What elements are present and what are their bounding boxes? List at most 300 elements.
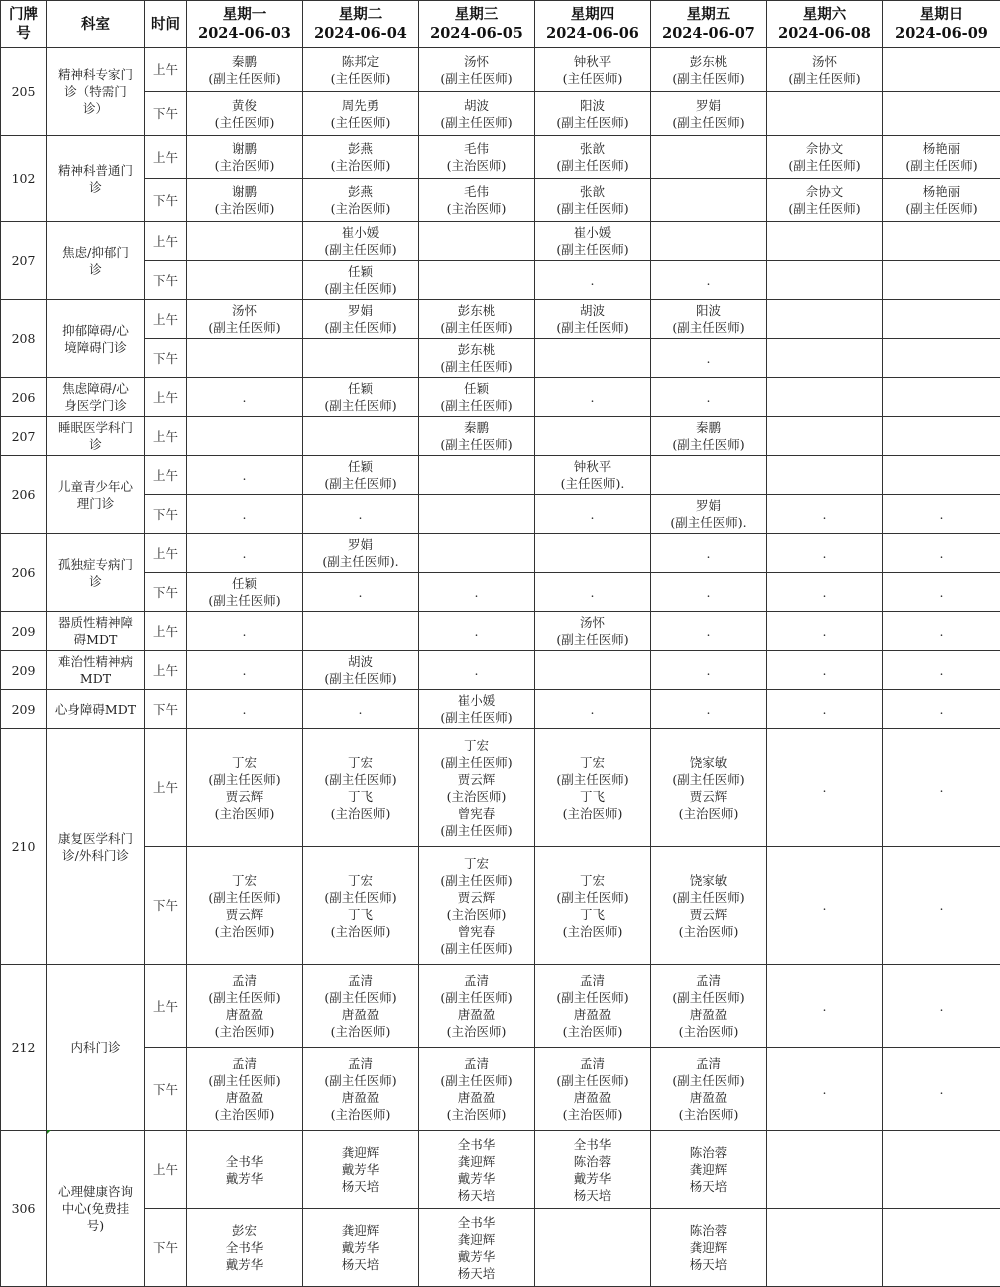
doctor-entry-line: . (358, 584, 363, 600)
department-name-line: 心身障碍MDT (54, 701, 137, 717)
schedule-cell (767, 92, 883, 136)
doctor-entry-line: 任颖 (463, 381, 489, 396)
schedule-cell (651, 1048, 767, 1131)
time-period: 上午 (145, 417, 187, 456)
doctor-entry-line: 唐盈盈 (689, 1007, 728, 1022)
doctor-entry-line: 秦鹏 (695, 420, 721, 435)
schedule-cell (419, 339, 535, 378)
doctor-entry-line: (副主任医师) (208, 70, 281, 86)
room-number: 102 (1, 136, 47, 222)
schedule-cell (303, 300, 419, 339)
department-name-line: 精神科专家门 (57, 67, 133, 82)
department-name-line: 诊（特需门 (64, 84, 127, 99)
doctor-entry-line: 秦鹏 (231, 53, 257, 69)
time-period: 下午 (145, 573, 187, 612)
room-number: 209 (1, 612, 47, 651)
doctor-entry-line: 钟秋平 (573, 53, 612, 69)
room-number: 209 (1, 690, 47, 729)
schedule-cell (767, 222, 883, 261)
doctor-entry-line: 丁宏 (347, 754, 373, 770)
doctor-entry-line: (主治医师) (330, 201, 391, 216)
department-name-line: 难治性精神病 (57, 654, 133, 669)
doctor-entry-line: 黄俊 (231, 97, 257, 113)
doctor-entry-line: (主治医师) (446, 1107, 507, 1122)
schedule-cell (535, 48, 651, 92)
schedule-cell (535, 1209, 651, 1287)
doctor-entry-line: . (822, 1081, 827, 1097)
time-period: 上午 (145, 534, 187, 573)
weekday-label: 星期四 (570, 6, 615, 23)
doctor-entry-line: 胡波 (579, 303, 605, 318)
schedule-cell (419, 179, 535, 222)
doctor-entry-line: 汤怀 (463, 53, 489, 69)
doctor-entry-line: . (474, 662, 479, 678)
schedule-cell (303, 1209, 419, 1287)
department-name-line: 诊 (89, 261, 102, 277)
schedule-cell (651, 729, 767, 847)
schedule-cell (187, 378, 303, 417)
doctor-entry-line: 钟秋平 (573, 459, 612, 474)
schedule-cell (419, 1048, 535, 1131)
doctor-entry-line: (副主任医师) (440, 754, 513, 770)
doctor-entry-line: 彭燕 (347, 184, 373, 199)
doctor-entry-line: 丁宏 (347, 872, 373, 888)
doctor-entry-line: (副主任医师) (905, 158, 978, 173)
doctor-entry-line: 全书华 (225, 1240, 264, 1255)
doctor-entry-line: 龚迎辉 (341, 1145, 380, 1160)
doctor-entry-line: (副主任医师) (556, 320, 629, 335)
schedule-body (1, 48, 1000, 1287)
doctor-entry-line: (副主任医师) (324, 771, 397, 787)
doctor-entry-line: . (590, 389, 595, 405)
schedule-cell (651, 534, 767, 573)
department-name-line: 诊） (82, 101, 108, 116)
doctor-entry-line: . (474, 584, 479, 600)
doctor-entry-line: (主治医师) (446, 906, 507, 922)
schedule-cell (535, 1048, 651, 1131)
doctor-entry-line: (副主任医师) (672, 114, 745, 130)
schedule-cell (883, 261, 1000, 300)
doctor-entry-line: 孟清 (463, 1056, 489, 1071)
doctor-entry-line: 孟清 (347, 973, 373, 988)
department-name-line: 儿童青少年心 (57, 478, 133, 494)
schedule-cell (651, 1131, 767, 1209)
doctor-entry-line: 彭燕 (347, 141, 373, 156)
doctor-entry-line: 佘协文 (805, 141, 844, 156)
day-header (883, 1, 1000, 48)
schedule-cell (651, 222, 767, 261)
schedule-cell (303, 495, 419, 534)
schedule-cell (767, 300, 883, 339)
room-number: 207 (1, 417, 47, 456)
doctor-entry-line: (主治医师) (562, 1024, 623, 1039)
doctor-entry-line: . (590, 272, 595, 288)
doctor-entry-line: 丁飞 (579, 906, 605, 922)
schedule-row (1, 261, 1000, 300)
weekday-label: 星期日 (919, 6, 964, 23)
schedule-cell (883, 222, 1000, 261)
doctor-entry-line: (副主任医师) (440, 822, 513, 838)
doctor-entry-line: 任颖 (347, 381, 373, 396)
date-label: 2024-06-05 (430, 25, 523, 42)
time-period: 下午 (145, 92, 187, 136)
doctor-entry-line: 丁宏 (579, 754, 605, 770)
schedule-cell (767, 339, 883, 378)
department-name-line: 睡眠医学科门 (57, 420, 133, 435)
doctor-entry-line: 孟清 (695, 1056, 721, 1071)
doctor-entry-line: . (590, 506, 595, 522)
doctor-entry-line: 孟清 (231, 973, 257, 988)
schedule-cell (651, 339, 767, 378)
doctor-entry-line: 汤怀 (579, 615, 605, 630)
doctor-entry-line: (主治医师) (562, 1107, 623, 1122)
schedule-cell (651, 136, 767, 179)
schedule-cell (187, 651, 303, 690)
schedule-cell (419, 612, 535, 651)
schedule-cell (883, 690, 1000, 729)
schedule-row (1, 179, 1000, 222)
doctor-entry-line: 崔小媛 (457, 693, 496, 708)
department-name-line: 诊 (89, 437, 102, 452)
doctor-entry-line: 戴芳华 (457, 1170, 496, 1186)
schedule-cell (883, 339, 1000, 378)
doctor-entry-line: 彭东桃 (457, 342, 496, 357)
schedule-cell (767, 48, 883, 92)
schedule-cell (651, 690, 767, 729)
doctor-entry-line: (副主任医师) (208, 593, 281, 608)
doctor-entry-line: 罗娟 (695, 498, 721, 513)
schedule-row (1, 729, 1000, 847)
schedule-cell (767, 729, 883, 847)
schedule-cell (419, 729, 535, 847)
doctor-entry-line: . (242, 467, 247, 483)
schedule-cell (303, 651, 419, 690)
doctor-entry-line: 杨天培 (341, 1179, 380, 1194)
schedule-cell (767, 651, 883, 690)
doctor-entry-line: 罗娟 (347, 303, 373, 318)
doctor-entry-line: . (358, 506, 363, 522)
day-header (535, 1, 651, 48)
time-period: 上午 (145, 378, 187, 417)
schedule-cell (303, 92, 419, 136)
schedule-cell (767, 573, 883, 612)
department-name-line: 康复医学科门 (57, 830, 133, 846)
schedule-cell (651, 417, 767, 456)
doctor-entry-line: 孟清 (695, 973, 721, 988)
doctor-entry-line: 唐盈盈 (573, 1090, 612, 1105)
doctor-entry-line: 戴芳华 (573, 1170, 612, 1186)
date-label: 2024-06-03 (198, 25, 291, 42)
schedule-cell (883, 495, 1000, 534)
schedule-cell (419, 573, 535, 612)
schedule-cell (767, 690, 883, 729)
room-number: 306 (1, 1131, 47, 1287)
department-name (47, 417, 145, 456)
schedule-cell (535, 690, 651, 729)
doctor-entry-line: (主治医师) (678, 805, 739, 821)
doctor-entry-line: 戴芳华 (341, 1240, 380, 1255)
doctor-entry-line: . (939, 701, 944, 717)
schedule-cell (535, 612, 651, 651)
department-name-line: 抑郁障碍/心 (62, 322, 129, 338)
schedule-cell (651, 300, 767, 339)
schedule-cell (303, 847, 419, 965)
schedule-row (1, 417, 1000, 456)
room-number: 206 (1, 378, 47, 417)
doctor-entry-line: 崔小媛 (573, 225, 612, 240)
doctor-entry-line: (副主任医师) (324, 671, 397, 686)
doctor-entry-line: (主治医师) (214, 1024, 275, 1039)
doctor-entry-line: (副主任医师) (324, 281, 397, 296)
schedule-cell (651, 1209, 767, 1287)
doctor-entry-line: (副主任医师) (556, 990, 629, 1005)
doctor-entry-line: 曾宪春 (457, 923, 496, 939)
department-name-line: 诊/外科门诊 (62, 847, 129, 863)
doctor-entry-line: (副主任医师) (440, 990, 513, 1005)
doctor-entry-line: (副主任医师) (556, 242, 629, 257)
schedule-cell (419, 300, 535, 339)
schedule-cell (187, 339, 303, 378)
schedule-cell (651, 965, 767, 1048)
doctor-entry-line: 唐盈盈 (573, 1007, 612, 1022)
schedule-cell (883, 534, 1000, 573)
doctor-entry-line: 贾云辉 (689, 906, 728, 922)
schedule-cell (187, 179, 303, 222)
doctor-entry-line: (主治医师) (214, 805, 275, 821)
doctor-entry-line: (副主任医师) (672, 889, 745, 905)
doctor-entry-line: (副主任医师) (556, 158, 629, 173)
department-name-line: 中心(免费挂 (61, 1201, 130, 1216)
schedule-cell (651, 573, 767, 612)
doctor-entry-line: 贾云辉 (225, 906, 264, 922)
schedule-cell (535, 1131, 651, 1209)
schedule-cell (535, 417, 651, 456)
time-period: 下午 (145, 690, 187, 729)
room-number: 205 (1, 48, 47, 136)
doctor-entry-line: . (706, 701, 711, 717)
day-header (419, 1, 535, 48)
department-name-line: 诊 (89, 573, 102, 589)
schedule-cell (883, 1048, 1000, 1131)
schedule-cell (187, 1209, 303, 1287)
schedule-cell (535, 573, 651, 612)
doctor-entry-line: (副主任医师) (788, 201, 861, 216)
schedule-row (1, 1131, 1000, 1209)
doctor-entry-line: (副主任医师) (324, 320, 397, 335)
schedule-row (1, 300, 1000, 339)
schedule-cell (419, 48, 535, 92)
doctor-entry-line: (主治医师) (330, 1107, 391, 1122)
schedule-cell (303, 612, 419, 651)
schedule-cell (535, 300, 651, 339)
schedule-cell (767, 456, 883, 495)
schedule-cell (303, 456, 419, 495)
schedule-row (1, 534, 1000, 573)
department-name (47, 300, 145, 378)
schedule-cell (187, 300, 303, 339)
schedule-row (1, 690, 1000, 729)
doctor-entry-line: 阳波 (579, 97, 605, 113)
schedule-cell (303, 965, 419, 1048)
doctor-entry-line: 丁宏 (231, 754, 257, 770)
doctor-entry-line: 全书华 (457, 1214, 496, 1230)
doctor-entry-line: 杨天培 (573, 1187, 612, 1203)
doctor-entry-line: 戴芳华 (225, 1170, 264, 1186)
date-label: 2024-06-06 (546, 25, 639, 42)
room-number: 210 (1, 729, 47, 965)
department-name-line: 境障碍门诊 (64, 339, 127, 355)
doctor-entry-line: . (242, 701, 247, 717)
doctor-entry-line: 毛伟 (463, 141, 489, 156)
schedule-cell (535, 534, 651, 573)
schedule-cell (767, 847, 883, 965)
doctor-entry-line: (副主任医师) (208, 771, 281, 787)
department-name-line: 诊 (89, 179, 102, 195)
doctor-entry-line: 饶家敏 (689, 754, 728, 770)
doctor-entry-line: (副主任医师) (672, 320, 745, 335)
schedule-cell (535, 261, 651, 300)
doctor-entry-line: (副主任医师) (440, 359, 513, 374)
doctor-entry-line: (副主任医师) (672, 1073, 745, 1088)
doctor-entry-line: (副主任医师) (208, 320, 281, 335)
doctor-entry-line: (副主任医师) (788, 70, 861, 86)
schedule-cell (651, 456, 767, 495)
schedule-cell (883, 92, 1000, 136)
doctor-entry-line: 毛伟 (463, 184, 489, 199)
doctor-entry-line: 任颖 (347, 264, 373, 279)
doctor-entry-line: . (706, 350, 711, 366)
doctor-entry-line: (副主任医师) (440, 70, 513, 86)
doctor-entry-line: (副主任医师) (324, 889, 397, 905)
schedule-cell (767, 261, 883, 300)
doctor-entry-line: (主治医师) (562, 923, 623, 939)
schedule-cell (651, 378, 767, 417)
cell-corner-mark (47, 1130, 51, 1134)
schedule-cell (303, 690, 419, 729)
schedule-cell (883, 179, 1000, 222)
schedule-row (1, 222, 1000, 261)
schedule-cell (883, 1209, 1000, 1287)
schedule-cell (883, 378, 1000, 417)
time-period: 下午 (145, 179, 187, 222)
doctor-entry-line: (副主任医师) (440, 437, 513, 452)
doctor-entry-line: 戴芳华 (457, 1248, 496, 1264)
doctor-entry-line: 孟清 (579, 1056, 605, 1071)
doctor-entry-line: . (822, 623, 827, 639)
schedule-row (1, 847, 1000, 965)
doctor-entry-line: 任颖 (347, 459, 373, 474)
doctor-entry-line: 丁飞 (347, 906, 373, 922)
doctor-entry-line: (副主任医师) (440, 398, 513, 413)
doctor-entry-line: 戴芳华 (225, 1257, 264, 1272)
schedule-cell (419, 495, 535, 534)
doctor-entry-line: 杨艳丽 (922, 184, 961, 199)
doctor-entry-line: (主治医师) (678, 1024, 739, 1039)
doctor-entry-line: 唐盈盈 (341, 1090, 380, 1105)
doctor-entry-line: 陈治蓉 (689, 1223, 728, 1238)
schedule-cell (419, 1131, 535, 1209)
room-header (1, 1, 47, 48)
dept-header: 科室 (47, 1, 145, 48)
doctor-entry-line: (主任医师) (214, 114, 275, 130)
doctor-entry-line: 唐盈盈 (457, 1090, 496, 1105)
doctor-entry-line: . (939, 1081, 944, 1097)
doctor-entry-line: (主治医师) (214, 201, 275, 216)
doctor-entry-line: . (939, 898, 944, 913)
schedule-cell (535, 378, 651, 417)
time-period: 下午 (145, 847, 187, 965)
date-label: 2024-06-09 (895, 25, 988, 42)
doctor-entry-line: (主治医师) (446, 201, 507, 216)
doctor-entry-line: (主任医师) (330, 70, 391, 86)
schedule-cell (535, 456, 651, 495)
doctor-entry-line: (副主任医师) (788, 158, 861, 173)
doctor-entry-line: . (242, 662, 247, 678)
weekday-label: 星期二 (338, 6, 383, 23)
schedule-cell (883, 456, 1000, 495)
weekday-label: 星期三 (454, 6, 499, 23)
doctor-entry-line: 杨天培 (341, 1257, 380, 1272)
schedule-cell (187, 222, 303, 261)
department-name (47, 378, 145, 417)
doctor-entry-line: . (242, 506, 247, 522)
doctor-entry-line: 饶家敏 (689, 872, 728, 888)
department-name-line: 焦虑障碍/心 (62, 381, 129, 396)
doctor-entry-line: 丁飞 (347, 788, 373, 804)
schedule-row (1, 92, 1000, 136)
schedule-cell (651, 92, 767, 136)
schedule-cell (419, 651, 535, 690)
doctor-entry-line: (主治医师) (330, 158, 391, 173)
doctor-entry-line: (副主任医师) (440, 114, 513, 130)
doctor-entry-line: 丁宏 (231, 872, 257, 888)
schedule-row (1, 1209, 1000, 1287)
schedule-cell (303, 1131, 419, 1209)
schedule-cell (303, 339, 419, 378)
doctor-entry-line: 汤怀 (811, 53, 837, 69)
schedule-cell (767, 179, 883, 222)
doctor-entry-line: (主任医师) (562, 70, 623, 86)
schedule-row (1, 378, 1000, 417)
doctor-entry-line: 丁宏 (579, 872, 605, 888)
doctor-entry-line: . (939, 584, 944, 600)
doctor-entry-line: (主治医师) (562, 805, 623, 821)
day-header (651, 1, 767, 48)
schedule-cell (187, 690, 303, 729)
doctor-entry-line: 罗娟 (695, 97, 721, 113)
schedule-cell (651, 612, 767, 651)
weekday-label: 星期一 (222, 6, 267, 23)
schedule-cell (303, 179, 419, 222)
schedule-cell (535, 965, 651, 1048)
schedule-cell (767, 495, 883, 534)
doctor-entry-line: 孟清 (463, 973, 489, 988)
time-period: 上午 (145, 612, 187, 651)
doctor-entry-line: 杨艳丽 (922, 141, 961, 156)
schedule-cell (419, 534, 535, 573)
doctor-entry-line: (副主任医师) (440, 872, 513, 888)
doctor-entry-line: (副主任医师) (556, 1073, 629, 1088)
doctor-entry-line: 胡波 (347, 654, 373, 669)
department-name-line: 理门诊 (76, 495, 115, 511)
schedule-cell (767, 1209, 883, 1287)
doctor-entry-line: . (706, 662, 711, 678)
weekday-label: 星期五 (686, 6, 731, 23)
doctor-entry-line: . (358, 701, 363, 717)
doctor-entry-line: 龚迎辉 (457, 1153, 496, 1169)
schedule-cell (883, 729, 1000, 847)
department-name-line: 精神科普通门 (57, 162, 133, 178)
